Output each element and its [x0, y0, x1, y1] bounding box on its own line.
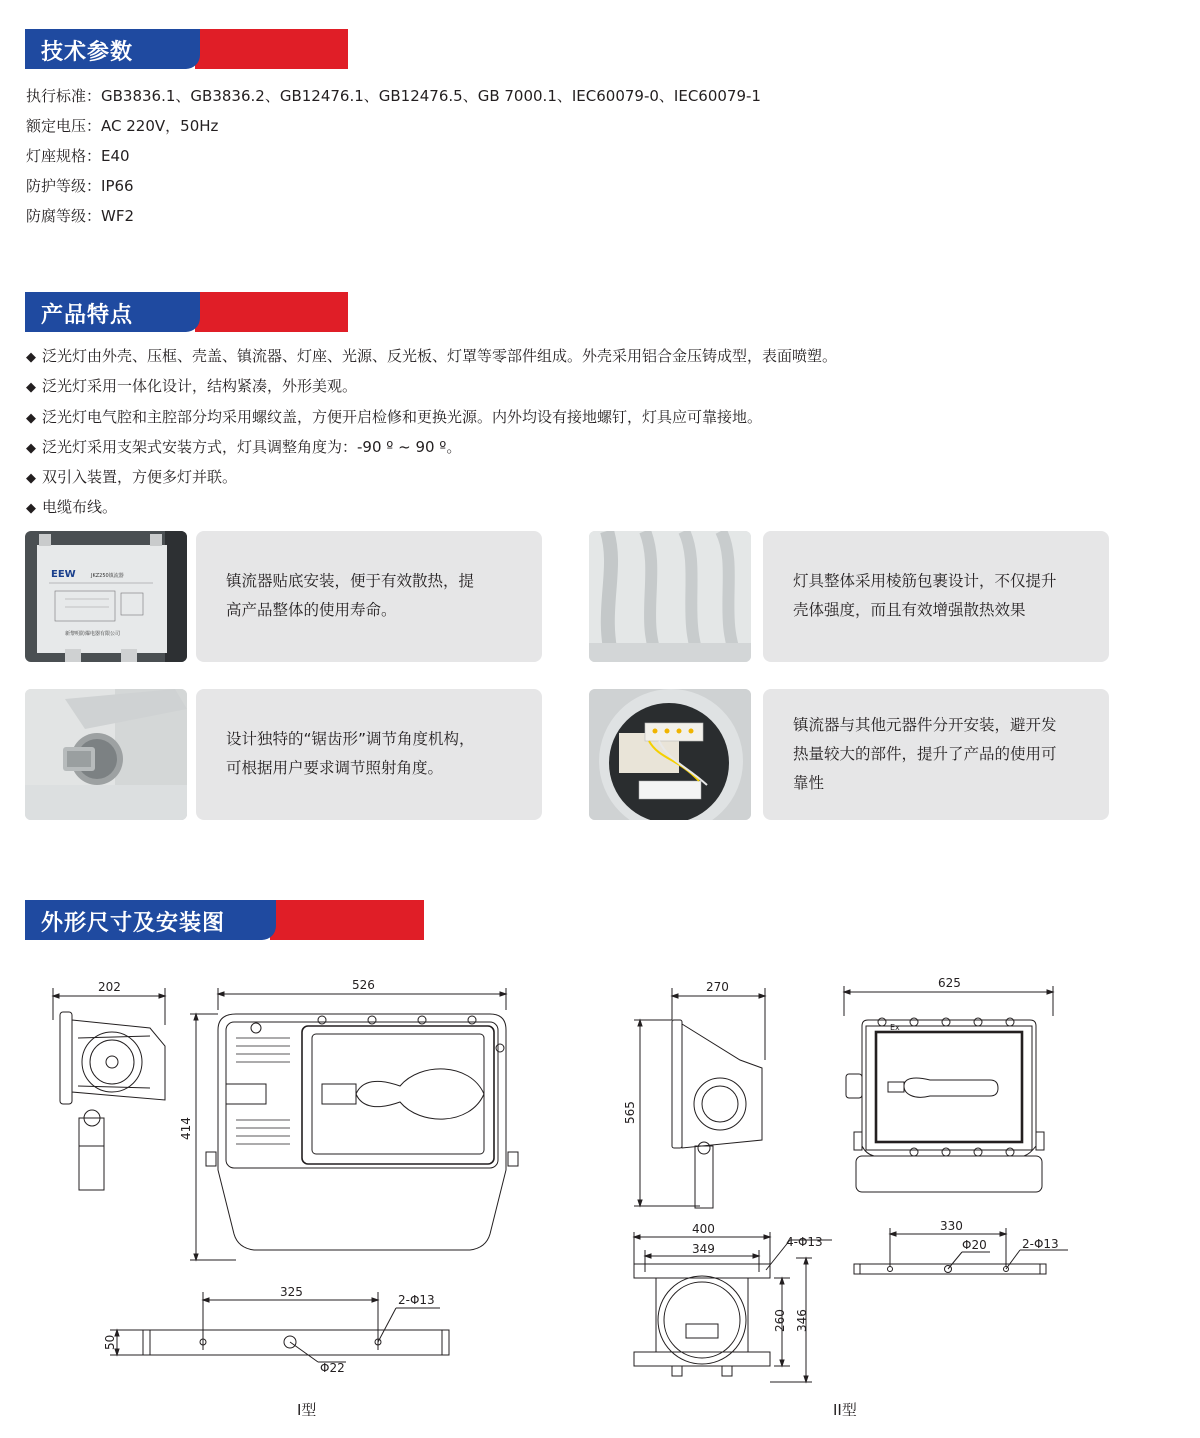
caption-type-1: I型: [297, 1401, 317, 1419]
card-line: 镇流器贴底安装，便于有效散热，提: [226, 572, 475, 590]
card-line: 高产品整体的使用寿命。: [226, 601, 397, 619]
dim-50: 50: [103, 1334, 117, 1350]
feature-text: 泛光灯采用支架式安装方式，灯具调整角度为：-90 º ~ 90 º。: [42, 438, 462, 456]
diamond-bullet-icon: ◆: [26, 380, 36, 395]
diamond-bullet-icon: ◆: [26, 411, 36, 426]
card-line: 靠性: [793, 774, 825, 792]
section-header-features: [25, 292, 348, 332]
section-title: 产品特点: [41, 303, 134, 328]
spec-value: AC 220V，50Hz: [101, 117, 219, 135]
spec-anticorrosion: [26, 206, 134, 226]
photo-ballast: [25, 531, 187, 662]
spec-label: 执行标准：: [26, 87, 102, 105]
feature-text: 双引入装置，方便多灯并联。: [42, 468, 238, 486]
card-line: 可根据用户要求调节照射角度。: [226, 759, 444, 777]
spec-value: WF2: [101, 207, 135, 225]
feature-item: [26, 346, 837, 368]
ballast-model: JKZ250镇流器: [91, 573, 124, 579]
feature-text: 泛光灯由外壳、压框、壳盖、镇流器、灯座、光源、反光板、灯罩等零部件组成。外壳采用铝合金压铸成型，表面喷塑。: [42, 347, 838, 365]
card-line: 镇流器与其他元器件分开安装，避开发: [793, 716, 1057, 734]
dim-325: 325: [280, 1285, 303, 1299]
feature-text: 电缆布线。: [42, 498, 118, 516]
ex-mark: Ex: [890, 1023, 900, 1032]
ballast-brand: EEW: [51, 569, 76, 580]
diamond-bullet-icon: ◆: [26, 350, 36, 365]
card-line: 热量较大的部件，提升了产品的使用可: [793, 745, 1057, 763]
dim-565: 565: [623, 1101, 637, 1124]
feature-text: 泛光灯采用一体化设计，结构紧凑，外形美观。: [42, 377, 358, 395]
dim-2-phi13-type1: 2-Φ13: [398, 1293, 435, 1307]
diamond-bullet-icon: ◆: [26, 471, 36, 486]
feature-text: 泛光灯电气腔和主腔部分均采用螺纹盖，方便开启检修和更换光源。内外均设有接地螺钉，灯具应可靠接地。: [42, 408, 763, 426]
spec-standard: [26, 86, 761, 106]
photo-sawtooth: [25, 689, 187, 820]
dim-phi22: Φ22: [320, 1361, 345, 1375]
header-red-band: [195, 29, 348, 69]
dim-625: 625: [938, 976, 961, 990]
spec-value: E40: [101, 147, 130, 165]
dim-400: 400: [692, 1222, 715, 1236]
section-header-tech: [25, 29, 348, 69]
dim-202: 202: [98, 980, 121, 994]
feature-item: [26, 467, 237, 489]
dim-270: 270: [706, 980, 729, 994]
dim-4-phi13: 4-Φ13: [786, 1235, 823, 1249]
feature-item: [26, 407, 762, 429]
photo-ribs: [589, 531, 751, 662]
dimension-drawings: [0, 970, 1200, 1400]
dim-2-phi13-type2: 2-Φ13: [1022, 1237, 1059, 1251]
feature-card-sawtooth: [196, 689, 542, 820]
spec-label: 防腐等级：: [26, 207, 102, 225]
card-line: 灯具整体采用棱筋包裹设计，不仅提升: [793, 572, 1057, 590]
diamond-bullet-icon: ◆: [26, 441, 36, 456]
ballast-maker: 新黎明防爆电器有限公司: [65, 631, 121, 637]
feature-card-ribs: [763, 531, 1109, 662]
spec-ip: [26, 176, 134, 196]
card-line: 壳体强度，而且有效增强散热效果: [793, 601, 1026, 619]
dim-414: 414: [179, 1117, 193, 1140]
header-red-band: [195, 292, 348, 332]
spec-value: IP66: [101, 177, 134, 195]
header-red-band: [270, 900, 424, 940]
caption-type-2: II型: [833, 1401, 857, 1419]
section-header-dimensions: [25, 900, 424, 940]
section-title: 外形尺寸及安装图: [41, 911, 226, 936]
photo-internals: [589, 689, 751, 820]
dim-349: 349: [692, 1242, 715, 1256]
dim-330: 330: [940, 1219, 963, 1233]
spec-label: 灯座规格：: [26, 147, 102, 165]
card-line: 设计独特的“锯齿形”调节角度机构，: [226, 730, 475, 748]
diamond-bullet-icon: ◆: [26, 501, 36, 516]
spec-voltage: [26, 116, 218, 136]
spec-socket: [26, 146, 130, 166]
section-title: 技术参数: [41, 40, 134, 65]
feature-card-ballast: [196, 531, 542, 662]
dim-phi20: Φ20: [962, 1238, 987, 1252]
dim-260: 260: [773, 1309, 787, 1332]
feature-item: [26, 376, 357, 398]
feature-card-internals: [763, 689, 1109, 820]
spec-label: 额定电压：: [26, 117, 102, 135]
spec-label: 防护等级：: [26, 177, 102, 195]
dim-526: 526: [352, 978, 375, 992]
spec-value: GB3836.1、GB3836.2、GB12476.1、GB12476.5、GB 7000.1、IEC60079-0、IEC60079-1: [101, 87, 761, 105]
feature-item: [26, 497, 117, 519]
dim-346: 346: [795, 1309, 809, 1332]
feature-item: [26, 437, 461, 459]
